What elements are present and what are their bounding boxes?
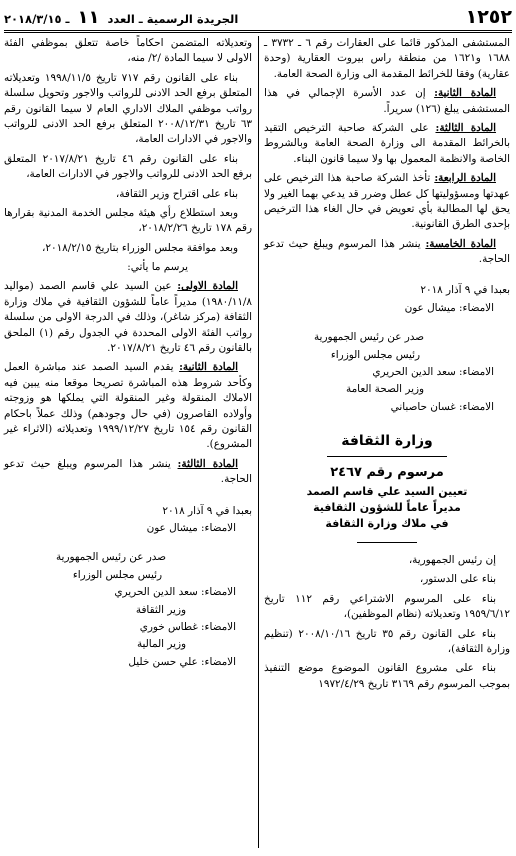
decree-formula: يرسم ما يأتي: (127, 261, 188, 274)
issued-by: صدر عن رئيس الجمهورية (313, 331, 424, 344)
issue-date: ـ ٢٠١٨/٣/١٥ (4, 12, 70, 26)
president-signature: الامضاء: ميشال عون (404, 301, 494, 314)
ministry-heading: وزارة الثقافة (341, 433, 433, 450)
page-number: ١٢٥٢ (465, 6, 512, 28)
decree-title: مرسوم رقم ٢٤٦٧ (330, 464, 444, 480)
continued-text: وتعديلاته المتضمن احكاماً خاصة تتعلق بموظفي الفئة الاولى لا سيما المادة /٢/ منه، (4, 37, 252, 65)
article-text: ينشر هذا المرسوم ويبلغ حيث تدعو الحاجة. (4, 457, 252, 486)
pm-title: رئيس مجلس الوزراء (330, 348, 420, 361)
minister-title: وزير الصحة العامة (346, 383, 424, 396)
culture-minister-title: وزير الثقافة (135, 603, 186, 616)
president-signature: الامضاء: ميشال عون (146, 521, 236, 534)
article-text: عين السيد علي قاسم الصمد (مواليد ١٩٨٠/١١/٨) مديراً عاماً للشؤون الثقافية في ملاك وزارة الثقافة (مركز شاغر)، وذلك في الدرجة الاولى من سلسلة رواتب الفئة الاولى المحددة في الجدول رقم (١) الملحق بالقانون رقم ٤٦ تاريخ ٢٠١٧/٨/٢١. (4, 280, 253, 355)
decree-rule (357, 542, 417, 543)
preamble-line: إن رئيس الجمهورية، (408, 553, 496, 566)
pm-signature: الامضاء: سعد الدين الحريري (114, 586, 236, 599)
article-text: تأخذ الشركة صاحبة هذا الترخيص على عهدتها ومسؤوليتها كل عطل وضرر قد يدعي بهما الغير ولا يحق لها المطالبة بأي تعويض في حال الغاء هذا الترخيص بإحدى الطرق القانونية. (263, 172, 510, 231)
article-4 (264, 171, 510, 233)
article-text: على الشركة صاحبة الترخيص التقيد بالخرائط المقدمة الى وزارة الصحة العامة وبالشروط الخاصة والانظمة المعمول بها ولا سيما قانون البناء. (264, 121, 510, 165)
preamble-line: وبعد موافقة مجلس الوزراء بتاريخ ٢٠١٨/٢/١٥، (42, 241, 238, 254)
article-label: المادة الثانية: (179, 361, 239, 374)
decree-subtitle-line: في ملاك وزارة الثقافة (325, 517, 449, 531)
preamble-line: بناء على اقتراح وزير الثقافة، (115, 187, 238, 200)
article-label: المادة الاولى: (177, 280, 238, 293)
minister-signature: الامضاء: غسان حاصباني (390, 400, 494, 413)
preamble-line: بناء على القانون رقم ٣٥ تاريخ ٢٠٠٨/١٠/١٦ (تنظيم وزارة الثقافة)، (264, 627, 510, 655)
right-column (264, 36, 510, 696)
left-column (4, 36, 252, 672)
article-label: المادة الخامسة: (425, 237, 496, 250)
article-2 (4, 360, 252, 452)
signing-date: بعبدا في ٩ آذار ٢٠١٨ (420, 284, 510, 297)
article-3 (264, 121, 510, 167)
article-2 (264, 86, 510, 117)
article-text: إن عدد الأسرة الإجمالي في هذا المستشفى يبلغ (١٢٦) سريراً. (264, 87, 510, 115)
heading-rule (327, 456, 447, 457)
article-label: المادة الثانية: (434, 87, 496, 100)
finance-minister-signature: الامضاء: علي حسن خليل (128, 655, 236, 668)
preamble-line: وبعد استطلاع رأي هيئة مجلس الخدمة المدنية بقرارها رقم ١٧٨ تاريخ ٢٠١٨/٢/٢٦، (4, 206, 252, 235)
article-text: ينشر هذا المرسوم ويبلغ حيث تدعو الحاجة. (264, 237, 510, 266)
page-header (4, 4, 512, 33)
signing-date: بعبدا في ٩ آذار ٢٠١٨ (162, 504, 252, 517)
preamble-line: بناء على مشروع القانون الموضوع موضع التنفيذ بموجب المرسوم رقم ٣١٦٩ تاريخ ١٩٧٢/٤/٢٩ (264, 662, 510, 690)
preamble-line: بناء على الدستور، (419, 573, 496, 586)
article-label: المادة الرابعة: (434, 172, 496, 185)
article-3 (4, 457, 252, 488)
column-divider (258, 36, 259, 848)
culture-minister-signature: الامضاء: غطاس خوري (139, 620, 236, 633)
article-5 (264, 237, 510, 268)
decree-subtitle (264, 484, 510, 532)
gazette-issue-line (4, 7, 238, 28)
decree-subtitle-line: تعيين السيد علي قاسم الصمد (306, 485, 468, 499)
pm-title: رئيس مجلس الوزراء (72, 568, 162, 581)
issue-number: ١١ (77, 7, 100, 28)
article-1 (4, 279, 252, 356)
continued-text: المستشفى المذكور قائما على العقارات رقم ٦ ـ ٣٧٣٢ ـ ١٦٨٨ و١٦٢١ من منطقة راس بيروت العقارية (وحدة عقارية) وفقا للخرائط المقدمة الى وزارة الصحة العامة. (264, 37, 511, 80)
preamble-line: بناء على المرسوم الاشتراعي رقم ١١٢ تاريخ ١٩٥٩/٦/١٢ وتعديلاته (نظام الموظفين)، (264, 592, 510, 621)
pm-signature: الامضاء: سعد الدين الحريري (372, 366, 494, 379)
article-label: المادة الثالثة: (435, 121, 497, 134)
preamble-line: بناء على القانون رقم ٤٦ تاريخ ٢٠١٧/٨/٢١ المتعلق برفع الحد الادنى للرواتب والاجور في الادارات العامة، (4, 152, 252, 181)
article-text: يقدم السيد الصمد عند مباشرة العمل وكأحد شروط هذه المباشرة تصريحا موقعا منه يبين فيه الاملاك المنقولة وغير المنقولة التي يملكها هو وزوجته وأولاده القاصرون (في حال وجودهم) وذلك عملاً باحكام القانون رقم ١٥٤ تاريخ ١٩٩٩/١٢/٢٧ وتعديلاته (الاثراء غير المشروع). (4, 361, 253, 451)
decree-subtitle-line: مديراً عاماً للشؤون الثقافية (313, 501, 461, 515)
gazette-name: الجريدة الرسمية ـ العدد (107, 12, 239, 26)
issued-by: صدر عن رئيس الجمهورية (55, 551, 166, 564)
preamble-line: بناء على القانون رقم ٧١٧ تاريخ ١٩٩٨/١١/٥ وتعديلاته المتعلق برفع الحد الادنى للرواتب والاجور وتحويل سلسلة رواتب موظفي الملاك الاداري العام لا سيما القانون رقم ٦٣ تاريخ ٢٠٠٨/١٢/٣١ المتعلق برفع الحد الادنى للرواتب والاجور في الادارات العامة، (4, 71, 252, 146)
finance-minister-title: وزير المالية (136, 638, 186, 651)
article-label: المادة الثالثة: (177, 457, 238, 470)
